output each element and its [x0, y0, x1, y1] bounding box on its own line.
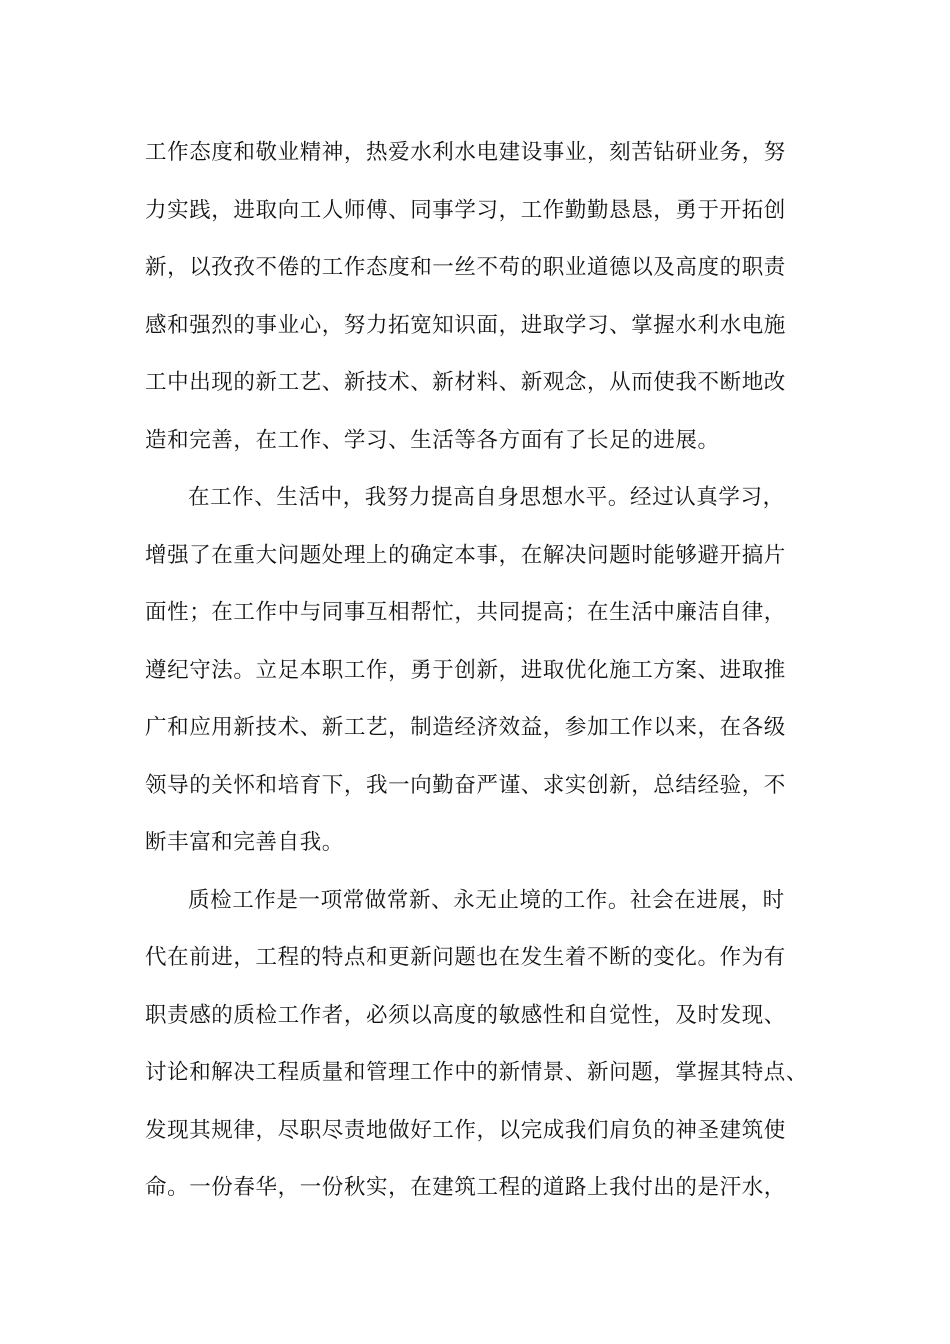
text-line: 工作态度和敬业精神，热爱水利水电建设事业，刻苦钻研业务，努 [145, 140, 786, 165]
text-line: 断丰富和完善自我。 [145, 830, 344, 855]
text-line: 命。一份春华，一份秋实，在建筑工程的道路上我付出的是汗水， [145, 1175, 786, 1200]
text-line: 代在前进，工程的特点和更新问题也在发生着不断的变化。作为有 [145, 945, 786, 970]
text-line: 新，以孜孜不倦的工作态度和一丝不苟的职业道德以及高度的职责 [145, 255, 786, 280]
text-line: 面性；在工作中与同事互相帮忙，共同提高；在生活中廉洁自律， [145, 600, 786, 625]
text-line: 领导的关怀和培育下，我一向勤奋严谨、求实创新，总结经验，不 [145, 772, 786, 798]
text-line: 发现其规律，尽职尽责地做好工作，以完成我们肩负的神圣建筑使 [145, 1117, 786, 1143]
text-line: 讨论和解决工程质量和管理工作中的新情景、新问题，掌握其特点、 [145, 1060, 809, 1085]
text-line: 工中出现的新工艺、新技术、新材料、新观念，从而使我不断地改 [145, 370, 786, 395]
text-line: 感和强烈的事业心，努力拓宽知识面，进取学习、掌握水利水电施 [145, 312, 786, 338]
text-line: 广和应用新技术、新工艺，制造经济效益，参加工作以来，在各级 [145, 715, 786, 740]
text-line: 质检工作是一项常做常新、永无止境的工作。社会在进展，时 [188, 887, 785, 913]
paragraph-1 [145, 132, 835, 477]
text-line: 造和完善，在工作、学习、生活等各方面有了长足的进展。 [145, 427, 720, 453]
document-body [145, 132, 835, 1225]
text-line: 遵纪守法。立足本职工作，勇于创新，进取优化施工方案、进取推 [145, 657, 786, 683]
paragraph-3 [145, 880, 835, 1225]
text-line: 力实践，进取向工人师傅、同事学习，工作勤勤恳恳，勇于开拓创 [145, 197, 786, 223]
text-line: 增强了在重大问题处理上的确定本事，在解决问题时能够避开搞片 [145, 542, 786, 568]
text-line: 在工作、生活中，我努力提高自身思想水平。经过认真学习， [188, 485, 785, 510]
paragraph-2 [145, 477, 835, 880]
text-line: 职责感的质检工作者，必须以高度的敏感性和自觉性，及时发现、 [145, 1002, 786, 1028]
